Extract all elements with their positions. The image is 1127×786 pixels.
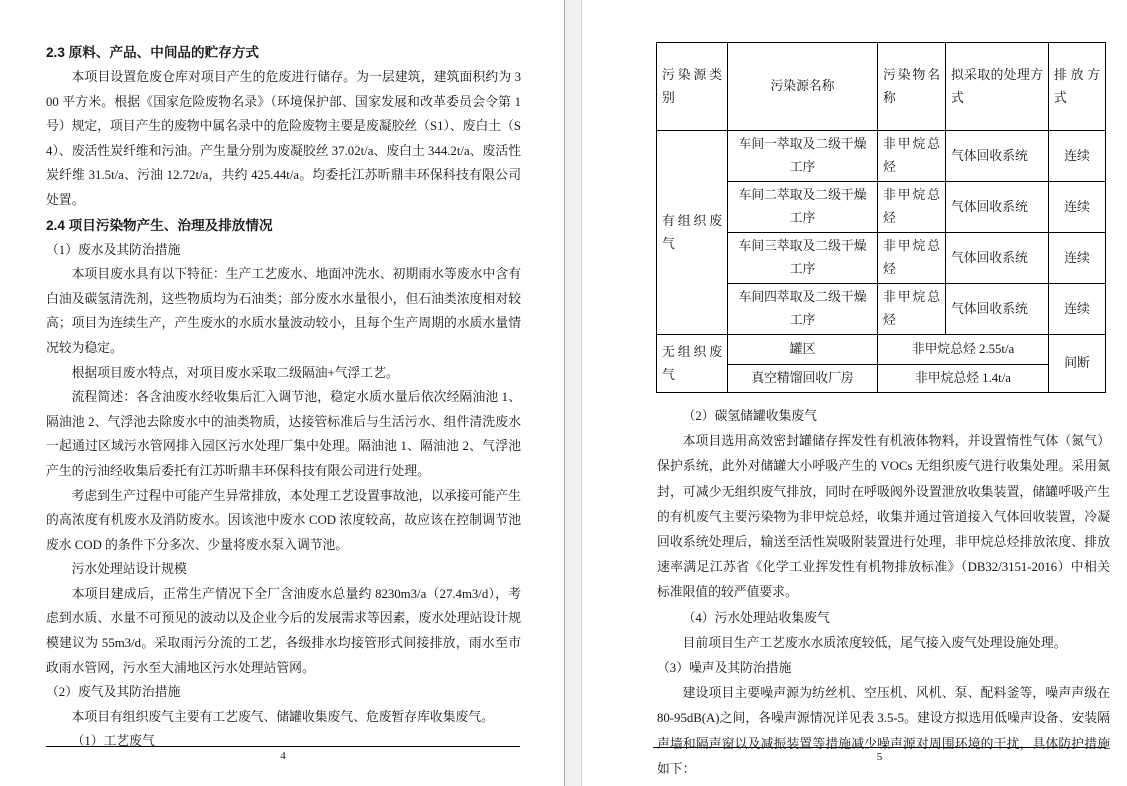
page-4-text-column — [46, 40, 521, 754]
table-cell-category-organized: 有组织废气 — [657, 131, 728, 335]
table-cell-treatment: 气体回收系统 — [946, 284, 1049, 335]
paragraph: 考虑到生产过程中可能产生异常排放，本处理工艺设置事故池，以承接可能产生的高浓度有机废水及消防废水。因该池中废水 COD 浓度较高，故应该在控制调节池废水 COD 的条件下分多次、少量将废水泵入调节池。 — [46, 488, 521, 552]
subsection-label-wastewater: （1）废水及其防治措施 — [46, 242, 181, 257]
table-cell-mode: 连续 — [1049, 233, 1106, 284]
paragraph: 污水处理站设计规模 — [71, 562, 187, 577]
table-header-treatment-method: 拟采取的处理方式 — [946, 43, 1049, 131]
paragraph: 本项目废水具有以下特征：生产工艺废水、地面冲洗水、初期雨水等废水中含有白油及碳氢清洗剂，这些物质均为石油类；部分废水水量很小，但石油类浓度相对较高；项目为连续生产，产生废水的水质水量波动较小，且每个生产周期的水质水量情况较为稳定。 — [46, 267, 521, 355]
table-cell-source: 车间一萃取及二级干燥工序 — [728, 131, 878, 182]
page-footer — [46, 746, 520, 763]
table-cell-treatment: 气体回收系统 — [946, 233, 1049, 284]
subsection-label-waste-gas: （2）废气及其防治措施 — [46, 685, 181, 700]
page-footer — [653, 747, 1106, 764]
paragraph: 目前项目生产工艺废水水质浓度较低，尾气接入废气处理设施处理。 — [682, 635, 1067, 650]
table-cell-mode: 连续 — [1049, 284, 1106, 335]
paragraph: 本项目有组织废气主要有工艺废气、储罐收集废气、危废暂存库收集废气。 — [71, 709, 494, 724]
paragraph: 建设项目主要噪声源为纺丝机、空压机、风机、泵、配料釜等，噪声声级在 80-95dB(A)之间，各噪声源情况详见表 3.5-5。建设方拟选用低噪声设备、安装隔声墙和隔声窗以及减振装置等措施减少噪声源对周围环境的干扰，具体防护措施如下： — [657, 686, 1110, 776]
table-cell-pollutant: 非甲烷总烃 — [878, 131, 946, 182]
section-heading-2-4: 2.4 项目污染物产生、治理及排放情况 — [46, 217, 273, 233]
table-cell-pollutant: 非甲烷总烃 — [878, 233, 946, 284]
table-cell-mode: 间断 — [1049, 335, 1106, 393]
paragraph: 本项目设置危废仓库对项目产生的危废进行储存。为一层建筑，建筑面积约为 300 平方米。根据《国家危险废物名录》（环境保护部、国家发展和改革委员会令第 1 号）规定，项目产生的废物中属名录中的危险废物主要是废凝胶丝（S1）、废白土（S4）、废活性炭纤维和污油。产生量分别为废凝胶丝 37.02t/a、废白土 344.2t/a、废活性炭纤维 31.5t/a、污油 12.72t/a，共约 425.44t/a。均委托江苏昕鼎丰环保科技有限公司处置。 — [46, 70, 521, 207]
subsection-label-noise: （3）噪声及其防治措施 — [657, 661, 792, 676]
table-cell-mode: 连续 — [1049, 182, 1106, 233]
table-cell-pollutant-amount: 非甲烷总烃 1.4t/a — [878, 365, 1049, 393]
table-cell-mode: 连续 — [1049, 131, 1106, 182]
document-page-5 — [581, 0, 1127, 786]
table-cell-category-fugitive: 无组织废气 — [657, 335, 728, 393]
table-cell-treatment: 气体回收系统 — [946, 182, 1049, 233]
paragraph: 流程简述：各含油废水经收集后汇入调节池，稳定水质水量后依次经隔油池 1、隔油池 2、气浮池去除废水中的油类物质，达接管标准后与生活污水、组件清洗废水一起通过区域污水管网排入园区污水处理厂集中处理。隔油池 1、隔油池 2、气浮池产生的污油经收集后委托有江苏昕鼎丰环保科技有限公司进行处理。 — [46, 390, 521, 478]
paragraph: 本项目选用高效密封罐储存挥发性有机液体物料，并设置惰性气体（氮气）保护系统，此外对储罐大小呼吸产生的 VOCs 无组织废气进行收集处理。采用氮封，可减少无组织废气排放，同时在呼吸阀外设置泄放收集装置，储罐呼吸产生的有机废气主要污染物为非甲烷总烃，收集并通过管道接入气体回收装置，冷凝回收系统处理后，输送至活性炭吸附装置进行处理，非甲烷总烃排放浓度、排放速率满足江苏省《化学工业挥发性有机物排放标准》（DB32/3151-2016）中相关标准限值的较严值要求。 — [657, 434, 1110, 600]
table-cell-pollutant: 非甲烷总烃 — [878, 182, 946, 233]
subsection-label-tank-gas: （2）碳氢储罐收集废气 — [682, 409, 817, 423]
table-cell-pollutant: 非甲烷总烃 — [878, 284, 946, 335]
table-header-source-name: 污染源名称 — [728, 43, 878, 131]
table-cell-source: 真空精馏回收厂房 — [728, 365, 878, 393]
pollution-sources-table — [656, 42, 1106, 393]
table-cell-source: 车间四萃取及二级干燥工序 — [728, 284, 878, 335]
table-header-discharge-mode: 排放方式 — [1049, 43, 1106, 131]
table-cell-treatment: 气体回收系统 — [946, 131, 1049, 182]
table-cell-source: 车间二萃取及二级干燥工序 — [728, 182, 878, 233]
page-number: 4 — [280, 750, 286, 762]
paragraph: 根据项目废水特点，对项目废水采取二级隔油+气浮工艺。 — [71, 365, 399, 380]
table-header-pollutant-name: 污染物名称 — [878, 43, 946, 131]
section-heading-2-3: 2.3 原料、产品、中间品的贮存方式 — [46, 45, 259, 60]
paragraph: 本项目建成后，正常生产情况下全厂含油废水总量约 8230m3/a（27.4m3/d），考虑到水质、水量不可预见的波动以及企业今后的发展需求等因素，废水处理站设计规模建议为 55m3/d。采取雨污分流的工艺，各级排水均接管形式间接排放，雨水至市政雨水管网，污水至大浦地区污水处理站管网。 — [46, 586, 521, 675]
table-cell-pollutant-amount: 非甲烷总烃 2.55t/a — [878, 335, 1049, 365]
page-5-text-column — [657, 404, 1110, 782]
table-cell-source: 罐区 — [728, 335, 878, 365]
subsection-label-sewage-station-gas: （4）污水处理站收集废气 — [682, 610, 830, 625]
table-header-source-category: 污染源类别 — [657, 43, 728, 131]
table-cell-source: 车间三萃取及二级干燥工序 — [728, 233, 878, 284]
paragraph: （1）工艺废气 — [71, 734, 155, 749]
page-number: 5 — [876, 751, 883, 763]
